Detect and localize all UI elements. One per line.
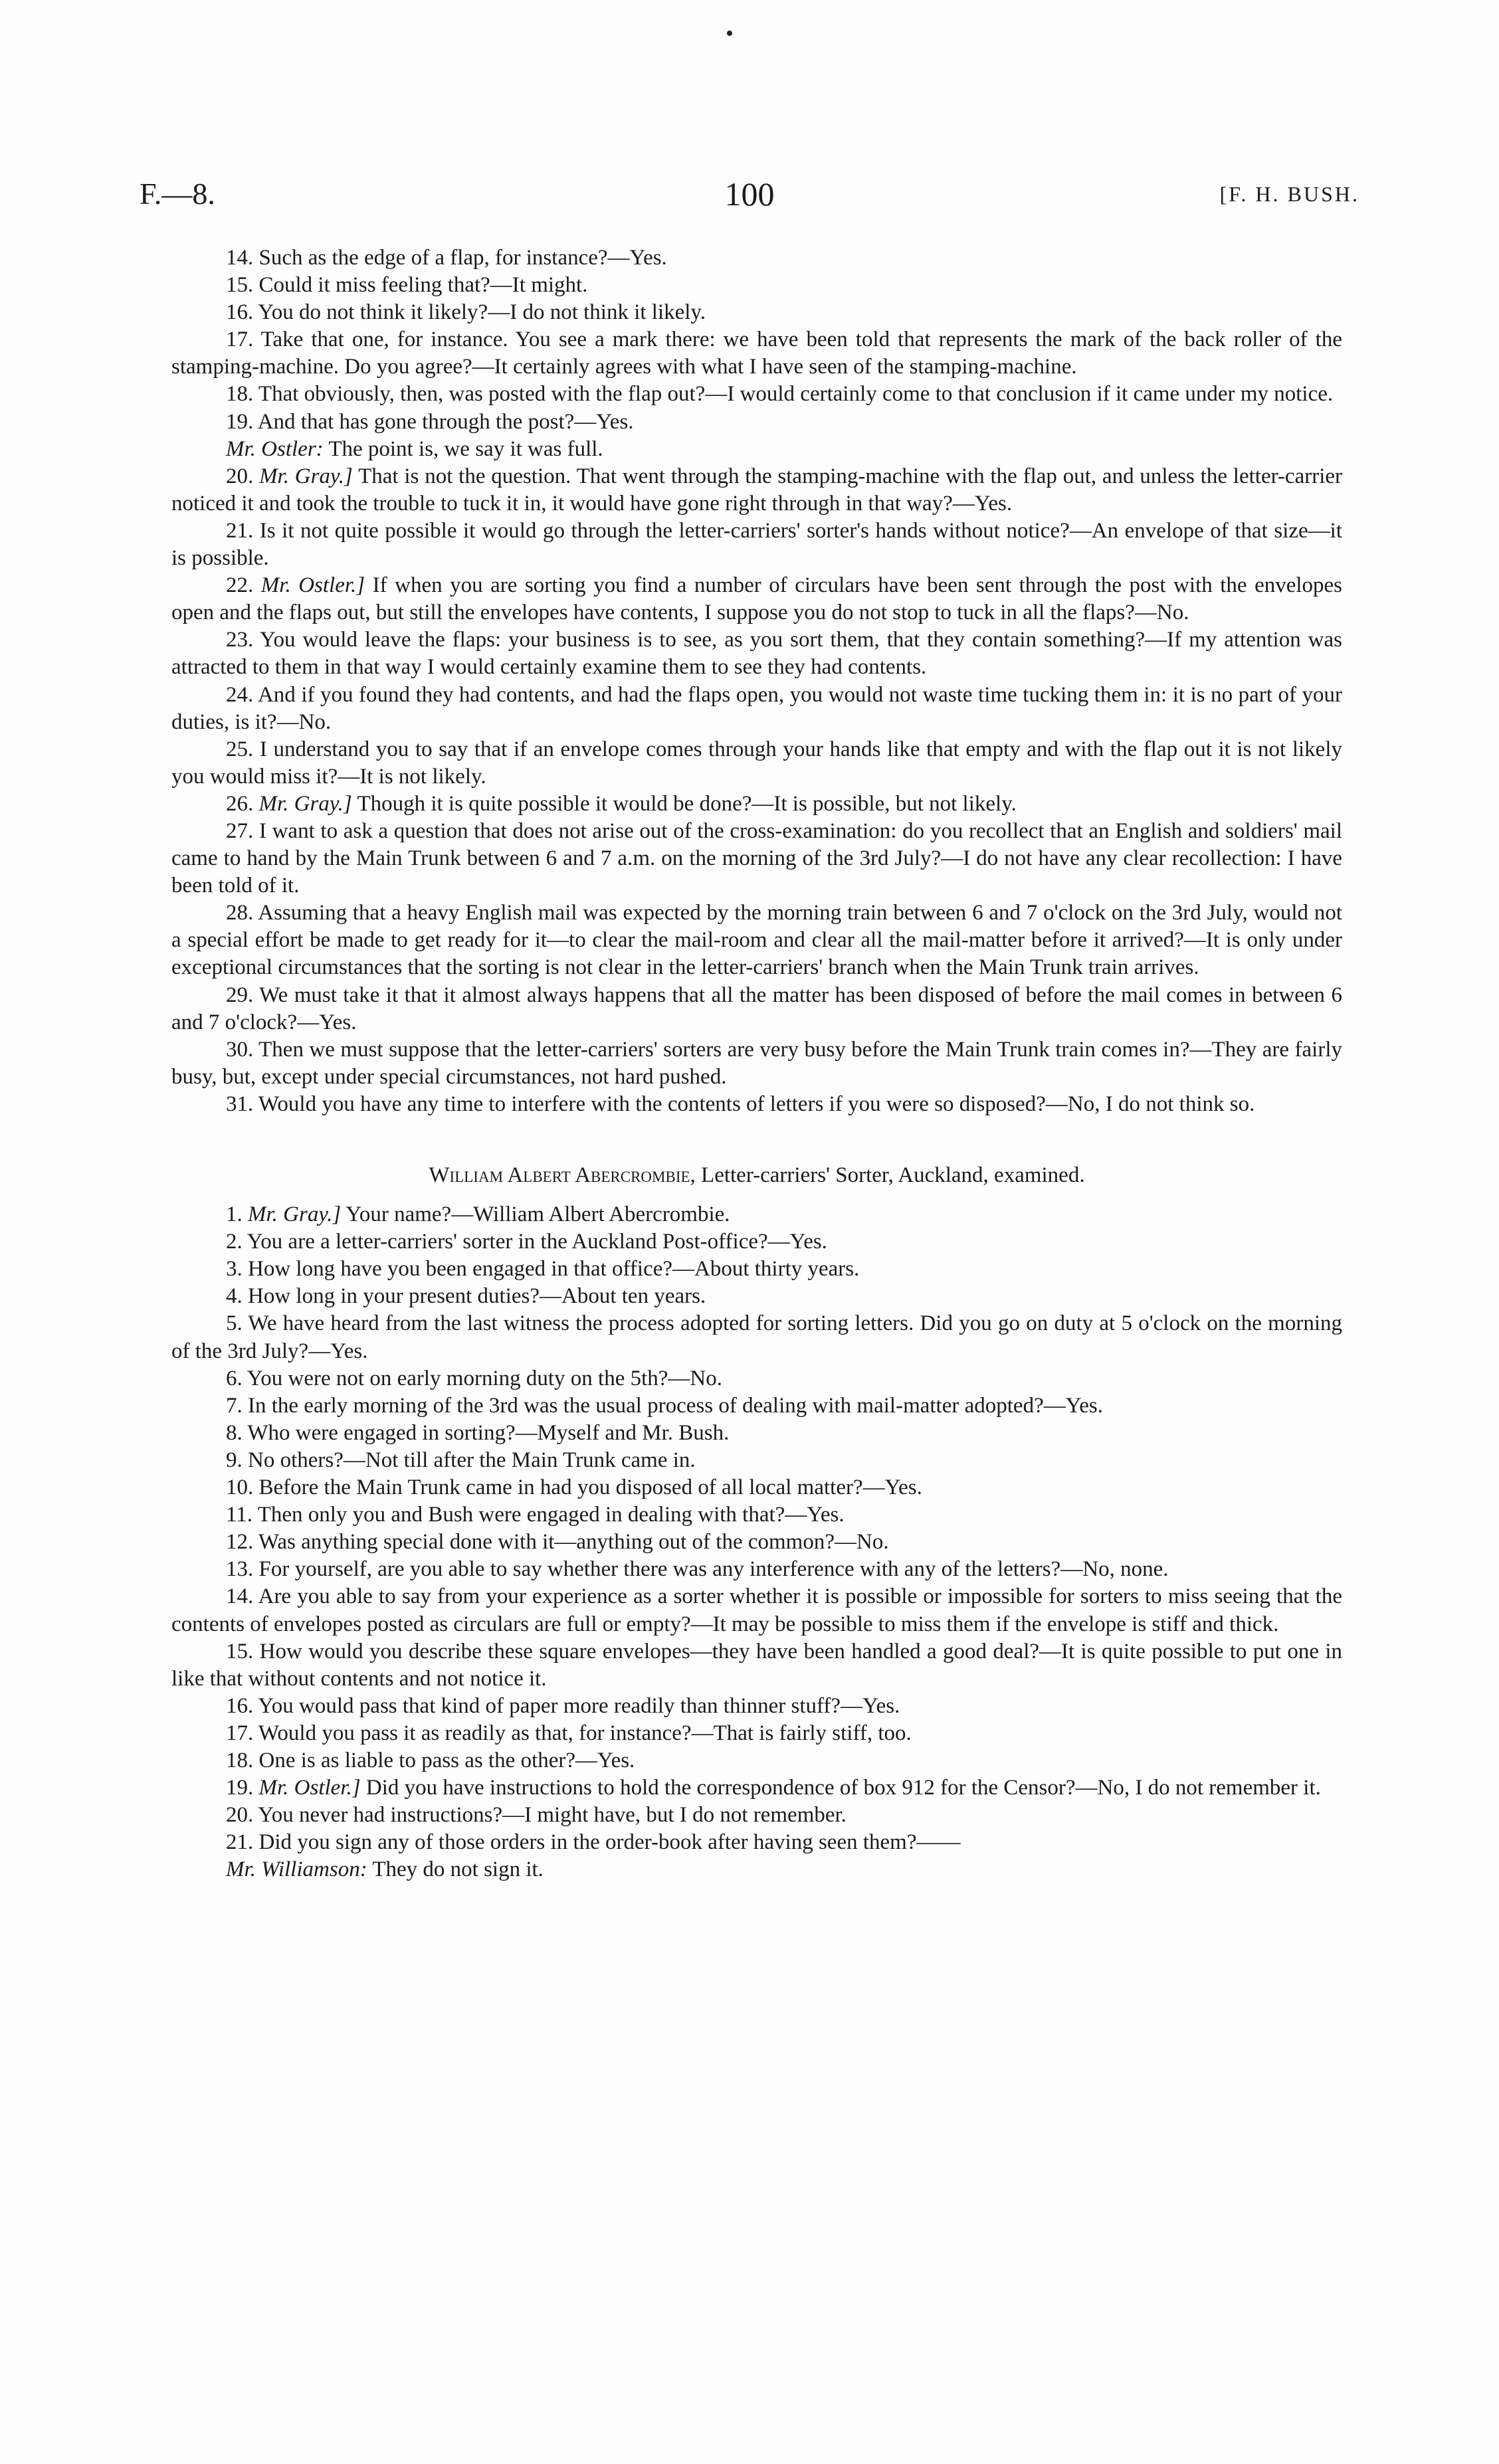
testimony-text: How would you describe these square envelopes—they have been handled a good deal?—It is quite possible to put one in like that without contents and not notice it.: [171, 1639, 1342, 1691]
testimony-text: And if you found they had contents, and had the flaps open, you would not waste time tucking them in: it is no part of your duties, is it?—No.: [171, 682, 1342, 734]
testimony-text: They do not sign it.: [372, 1857, 544, 1882]
question-number: 20.: [226, 1803, 254, 1828]
question-number: 15.: [226, 1639, 254, 1663]
testimony-text: Then we must suppose that the letter-carriers' sorters are very busy before the Main Trunk train comes in?—They are fairly busy, but, except under special circumstances, not hard pushed.: [171, 1037, 1342, 1089]
question-number: 16.: [226, 300, 254, 325]
testimony-text: How long have you been engaged in that office?—About thirty years.: [248, 1257, 860, 1281]
question-number: 17.: [226, 328, 254, 352]
question-number: 24.: [226, 682, 254, 707]
testimony-text: That obviously, then, was posted with the flap out?—I would certainly come to that conclusion if it came under my notice.: [258, 382, 1334, 407]
testimony-paragraph: [171, 1365, 1342, 1392]
testimony-paragraph: [171, 1720, 1342, 1747]
testimony-paragraph: [171, 272, 1342, 299]
testimony-paragraph: [171, 463, 1342, 518]
question-number: 19.: [226, 409, 254, 434]
testimony-text: You would pass that kind of paper more readily than thinner stuff?—Yes.: [258, 1693, 900, 1718]
testimony-text: The point is, we say it was full.: [328, 436, 603, 461]
question-number: 1.: [226, 1202, 243, 1227]
question-number: 10.: [226, 1475, 254, 1500]
document-reference: F.—8.: [140, 177, 215, 211]
testimony-paragraph: [171, 626, 1342, 681]
testimony-paragraph: [171, 1529, 1342, 1556]
question-number: 4.: [226, 1284, 243, 1309]
testimony-text: You do not think it likely?—I do not think it likely.: [258, 300, 706, 325]
speaker-label: Mr. Gray.]: [248, 1202, 342, 1227]
question-number: 28.: [226, 901, 254, 925]
witness-heading: [171, 1162, 1342, 1189]
testimony-paragraph: [171, 244, 1342, 272]
testimony-text: Though it is quite possible it would be done?—It is possible, but not likely.: [357, 791, 1017, 816]
testimony-text: Your name?—William Albert Abercrombie.: [346, 1202, 730, 1227]
testimony-text: We have heard from the last witness the process adopted for sorting letters. Did you go on duty at 5 o'clock on the morning of the 3rd July?—Yes.: [171, 1311, 1342, 1363]
testimony-text: Could it miss feeling that?—It might.: [258, 273, 588, 298]
question-number: 21.: [226, 1830, 254, 1855]
testimony-paragraph: [171, 299, 1342, 326]
speaker-label: Mr. Gray.]: [259, 464, 353, 488]
testimony-paragraph: [171, 791, 1342, 818]
witness-running-head: [1220, 174, 1359, 214]
page-header: [140, 174, 1359, 214]
question-number: 15.: [226, 273, 254, 298]
bracket: [: [1219, 182, 1229, 206]
testimony-text: Are you able to say from your experience as a sorter whether it is possible or impossible for sorters to miss seeing that the contents of envelopes posted as circulars are full or empty?—It may be possible to miss them if the envelope is stiff and thick.: [171, 1584, 1342, 1636]
testimony-text: Then only you and Bush were engaged in dealing with that?—Yes.: [257, 1503, 845, 1527]
question-number: 25.: [226, 737, 254, 761]
testimony-text: Would you have any time to interfere with the contents of letters if you were so disposed?—No, I do not think so.: [258, 1091, 1255, 1116]
question-number: 20.: [226, 464, 254, 488]
witness-initials: F. H. BUSH.: [1229, 182, 1359, 206]
testimony-paragraph: [171, 1256, 1342, 1283]
testimony-paragraph: [171, 736, 1342, 791]
testimony-text: You were not on early morning duty on the 5th?—No.: [247, 1366, 723, 1390]
question-number: 9.: [226, 1448, 243, 1472]
testimony-text: You are a letter-carriers' sorter in the Auckland Post-office?—Yes.: [247, 1230, 827, 1254]
page-number: 100: [724, 175, 775, 213]
abercrombie-testimony: [171, 1201, 1342, 1883]
question-number: 23.: [226, 628, 254, 652]
testimony-paragraph: [171, 436, 1342, 463]
testimony-paragraph: [171, 1091, 1342, 1118]
testimony-text: No others?—Not till after the Main Trunk came in.: [248, 1448, 696, 1472]
question-number: 29.: [226, 983, 254, 1007]
question-number: 22.: [226, 573, 254, 598]
speaker-label: Mr. Gray.]: [258, 791, 352, 816]
speaker-label: Mr. Ostler.]: [258, 1776, 361, 1800]
testimony-paragraph: [171, 1201, 1342, 1228]
testimony-paragraph: [171, 326, 1342, 381]
testimony-text: Would you pass it as readily as that, for instance?—That is fairly stiff, too.: [258, 1721, 912, 1745]
question-number: 21.: [226, 518, 254, 543]
testimony-paragraph: [171, 1310, 1342, 1365]
speaker-label: Mr. Williamson:: [226, 1857, 367, 1882]
question-number: 18.: [226, 1748, 254, 1772]
testimony-paragraph: [171, 818, 1342, 900]
testimony-text: That is not the question. That went through the stamping-machine with the flap out, and unless the letter-carrier noticed it and took the trouble to tuck it in, it would have gone right through in that way?—Yes.: [171, 464, 1342, 516]
question-number: 12.: [226, 1530, 254, 1555]
question-number: 3.: [226, 1257, 243, 1281]
question-number: 13.: [226, 1557, 254, 1582]
question-number: 2.: [226, 1230, 243, 1254]
testimony-paragraph: [171, 1747, 1342, 1774]
testimony-paragraph: [171, 1693, 1342, 1720]
testimony-text: Did you sign any of those orders in the order-book after having seen them?——: [258, 1830, 961, 1855]
speck-mark: [727, 31, 732, 36]
question-number: 18.: [226, 382, 254, 407]
testimony-text: Did you have instructions to hold the correspondence of box 912 for the Censor?—No, I do not remember it.: [365, 1776, 1321, 1800]
testimony-text: In the early morning of the 3rd was the usual process of dealing with mail-matter adopted?—Yes.: [248, 1393, 1103, 1418]
question-number: 8.: [226, 1420, 243, 1445]
question-number: 17.: [226, 1721, 254, 1745]
question-number: 16.: [226, 1693, 254, 1718]
testimony-paragraph: [171, 900, 1342, 981]
testimony-paragraph: [171, 1829, 1342, 1856]
question-number: 26.: [226, 791, 254, 816]
speaker-label: Mr. Ostler:: [226, 436, 324, 461]
testimony-paragraph: [171, 982, 1342, 1036]
testimony-text: You never had instructions?—I might have, but I do not remember.: [258, 1803, 847, 1828]
question-number: 6.: [226, 1366, 243, 1390]
question-number: 19.: [226, 1776, 254, 1800]
testimony-paragraph: [171, 1856, 1342, 1883]
testimony-paragraph: [171, 1228, 1342, 1256]
question-number: 5.: [226, 1311, 243, 1336]
testimony-text: Is it not quite possible it would go through the letter-carriers' sorter's hands without notice?—An envelope of that size—it is possible.: [171, 518, 1342, 571]
testimony-paragraph: [171, 381, 1342, 408]
testimony-paragraph: [171, 409, 1342, 436]
question-number: 27.: [226, 818, 254, 843]
testimony-paragraph: [171, 1474, 1342, 1501]
witness-description: , Letter-carriers' Sorter, Auckland, examined.: [690, 1163, 1085, 1187]
testimony-paragraph: [171, 1283, 1342, 1310]
testimony-paragraph: [171, 1774, 1342, 1802]
testimony-text: And that has gone through the post?—Yes.: [257, 409, 634, 434]
testimony-paragraph: [171, 572, 1342, 626]
testimony-text: Assuming that a heavy English mail was expected by the morning train between 6 and 7 o'clock on the 3rd July, would not a special effort be made to get ready for it—to clear the mail-room and clear all the mail-matter before it arrived?—It is only under exceptional circumstances that the sorting is not clear in the letter-carriers' branch when the Main Trunk train arrives.: [171, 901, 1342, 980]
question-number: 11.: [226, 1503, 253, 1527]
testimony-text: How long in your present duties?—About ten years.: [248, 1284, 706, 1309]
testimony-text: Such as the edge of a flap, for instance?—Yes.: [258, 246, 667, 270]
bush-testimony: [171, 244, 1342, 1118]
speaker-label: Mr. Ostler.]: [260, 573, 365, 598]
testimony-text: One is as liable to pass as the other?—Yes.: [258, 1748, 635, 1772]
testimony-text: We must take it that it almost always happens that all the matter has been disposed of before the mail comes in between 6 and 7 o'clock?—Yes.: [171, 983, 1343, 1034]
testimony-text: Before the Main Trunk came in had you disposed of all local matter?—Yes.: [258, 1475, 922, 1500]
testimony-text: I want to ask a question that does not arise out of the cross-examination: do you recollect that an English and soldiers' mail came to hand by the Main Trunk between 6 and 7 a.m. on the morning of the 3rd July?—I do not have any clear recollection: I have been told of it.: [171, 818, 1343, 898]
transcript-body: [171, 244, 1342, 1883]
testimony-text: If when you are sorting you find a number of circulars have been sent through the post with the envelopes open and the flaps out, but still the envelopes have contents, I suppose you do not stop to tuck in all the flaps?—No.: [171, 573, 1343, 625]
testimony-paragraph: [171, 1420, 1342, 1447]
testimony-paragraph: [171, 1447, 1342, 1474]
question-number: 31.: [226, 1091, 254, 1116]
testimony-paragraph: [171, 1501, 1342, 1529]
question-number: 14.: [226, 246, 254, 270]
testimony-paragraph: [171, 1802, 1342, 1829]
testimony-text: You would leave the flaps: your business is to see, as you sort them, that they contain something?—If my attention was attracted to them in that way I would certainly examine them to see they had contents.: [171, 628, 1342, 680]
testimony-text: I understand you to say that if an envelope comes through your hands like that empty and with the flap out it is not likely you would miss it?—It is not likely.: [171, 737, 1342, 789]
witness-name: William Albert Abercrombie: [429, 1163, 690, 1187]
testimony-paragraph: [171, 1392, 1342, 1420]
question-number: 7.: [226, 1393, 243, 1418]
testimony-text: Take that one, for instance. You see a mark there: we have been told that represents the mark of the back roller of the stamping-machine. Do you agree?—It certainly agrees with what I have seen of the stamping-machine.: [171, 328, 1342, 379]
question-number: 30.: [226, 1037, 254, 1062]
testimony-paragraph: [171, 518, 1342, 572]
testimony-paragraph: [171, 1638, 1342, 1693]
testimony-text: Who were engaged in sorting?—Myself and Mr. Bush.: [247, 1420, 730, 1445]
question-number: 14.: [226, 1584, 254, 1609]
testimony-paragraph: [171, 682, 1342, 736]
testimony-paragraph: [171, 1556, 1342, 1583]
testimony-text: For yourself, are you able to say whether there was any interference with any of the letters?—No, none.: [258, 1557, 1169, 1582]
testimony-text: Was anything special done with it—anything out of the common?—No.: [258, 1530, 889, 1555]
testimony-paragraph: [171, 1036, 1342, 1091]
testimony-paragraph: [171, 1583, 1342, 1638]
